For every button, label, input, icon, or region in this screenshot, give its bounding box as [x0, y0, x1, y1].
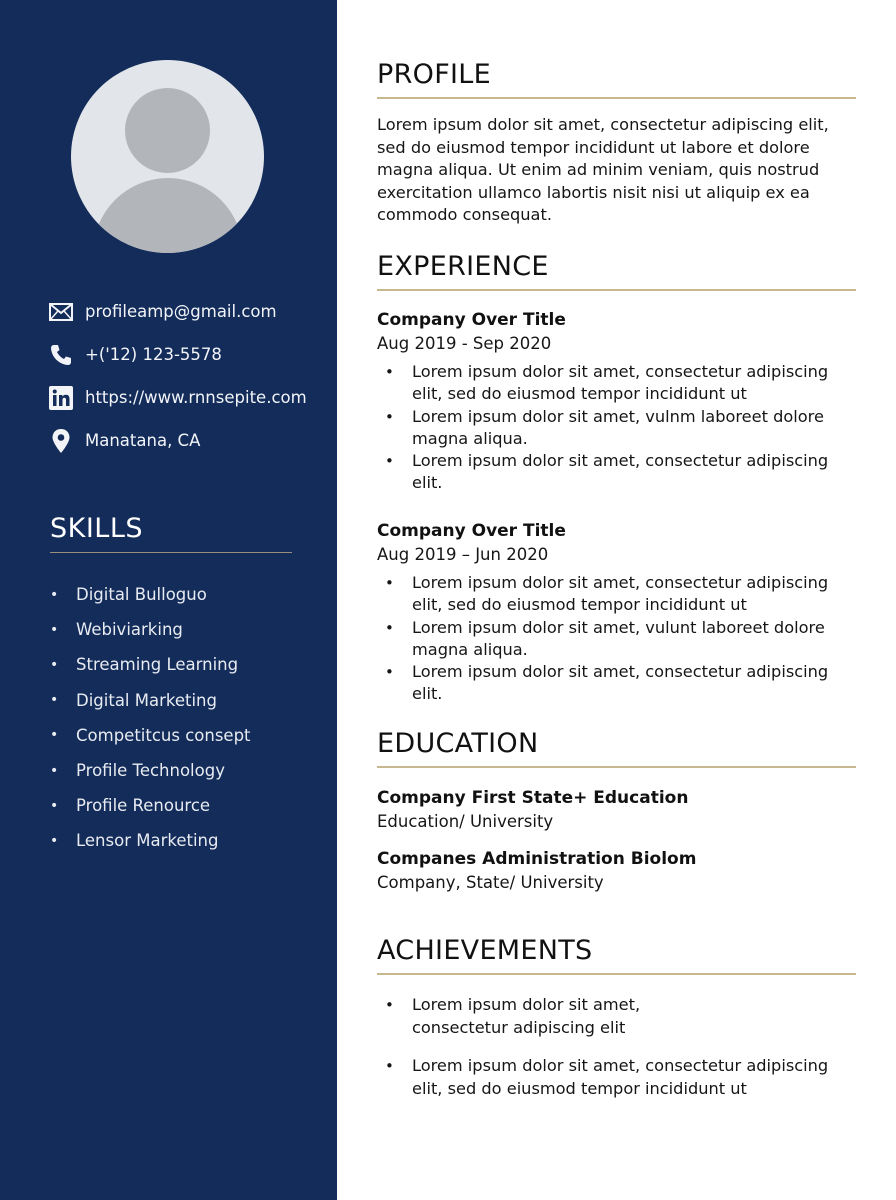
skills-heading: SKILLS	[50, 513, 144, 544]
list-item: • Lorem ipsum dolor sit amet, consectetur adipiscing elit, sed do eiusmod tempor incididunt ut	[377, 1055, 857, 1100]
list-item: • Lorem ipsum dolor sit amet, vulunt laboreet dolore magna aliqua.	[377, 617, 857, 662]
job-entry	[377, 519, 857, 706]
list-item: • Webiviarking	[50, 620, 183, 640]
job-bullets	[377, 572, 857, 706]
list-item: • Digital Marketing	[50, 690, 217, 710]
envelope-icon	[48, 300, 74, 324]
job-dates: Aug 2019 - Sep 2020	[377, 334, 552, 353]
education-subtitle: Education/ University	[377, 812, 554, 831]
contact-email[interactable]	[48, 290, 328, 333]
list-item: • Profile Technology	[50, 761, 225, 781]
experience-heading: EXPERIENCE	[377, 251, 549, 282]
profile-divider	[377, 97, 856, 99]
avatar-placeholder	[71, 60, 264, 253]
list-item: • Lorem ipsum dolor sit amet, vulnm laboreet dolore magna aliqua.	[377, 406, 857, 451]
skills-divider	[50, 552, 292, 553]
phone-icon	[48, 343, 74, 367]
list-item: • Competitcus consept	[50, 725, 251, 745]
job-dates: Aug 2019 – Jun 2020	[377, 545, 549, 564]
avatar-body-icon	[93, 178, 243, 253]
education-subtitle: Company, State/ University	[377, 873, 604, 892]
contact-phone-text: +('12) 123-5578	[85, 345, 222, 364]
profile-heading: PROFILE	[377, 59, 491, 90]
job-title: Company Over Title	[377, 521, 566, 541]
profile-summary: Lorem ipsum dolor sit amet, consectetur adipiscing elit, sed do eiusmod tempor incididunt ut labore et dolore magna aliqua. Ut enim ad minim veniam, quis nostrud exercitation ullamco labortis nisit nisi ut aliquip ex ea commodo consequat.	[377, 115, 829, 224]
list-item: • Profile Renource	[50, 796, 211, 816]
experience-divider	[377, 289, 856, 291]
list-item: • Lorem ipsum dolor sit amet, consectetur adipiscing elit.	[377, 450, 857, 495]
job-entry	[377, 308, 857, 495]
education-title: Companes Administration Biolom	[377, 849, 697, 869]
contact-phone[interactable]	[48, 333, 328, 376]
achievements-heading: ACHIEVEMENTS	[377, 935, 593, 966]
education-divider	[377, 766, 856, 768]
education-entry	[377, 847, 857, 894]
contact-website[interactable]	[48, 376, 328, 419]
skills-list	[50, 577, 251, 859]
job-title: Company Over Title	[377, 310, 566, 330]
contact-location-text: Manatana, CA	[85, 431, 201, 450]
job-bullets	[377, 361, 857, 495]
list-item: • Lorem ipsum dolor sit amet, consectetur adipiscing elit.	[377, 661, 857, 706]
list-item: • Lorem ipsum dolor sit amet, consectetur adipiscing elit, sed do eiusmod tempor incididunt ut	[377, 572, 857, 617]
avatar-head-icon	[125, 88, 210, 173]
linkedin-icon	[48, 386, 74, 410]
contact-email-text: profileamp@gmail.com	[85, 302, 277, 321]
list-item: • Digital Bulloguo	[50, 585, 207, 605]
achievements-divider	[377, 973, 856, 975]
list-item: • Streaming Learning	[50, 655, 239, 675]
contact-website-text: https://www.rnnsepite.com	[85, 388, 307, 407]
education-heading: EDUCATION	[377, 728, 539, 759]
location-pin-icon	[48, 429, 74, 453]
education-title: Company First State+ Education	[377, 788, 689, 808]
achievements-list	[377, 994, 857, 1116]
contact-location	[48, 419, 328, 462]
list-item: • Lensor Marketing	[50, 831, 219, 851]
list-item: • Lorem ipsum dolor sit amet, consectetur adipiscing elit	[377, 994, 642, 1039]
education-entry	[377, 786, 857, 833]
list-item: • Lorem ipsum dolor sit amet, consectetur adipiscing elit, sed do eiusmod tempor incididunt ut	[377, 361, 857, 406]
contact-list	[48, 290, 328, 462]
sidebar	[0, 0, 337, 1200]
